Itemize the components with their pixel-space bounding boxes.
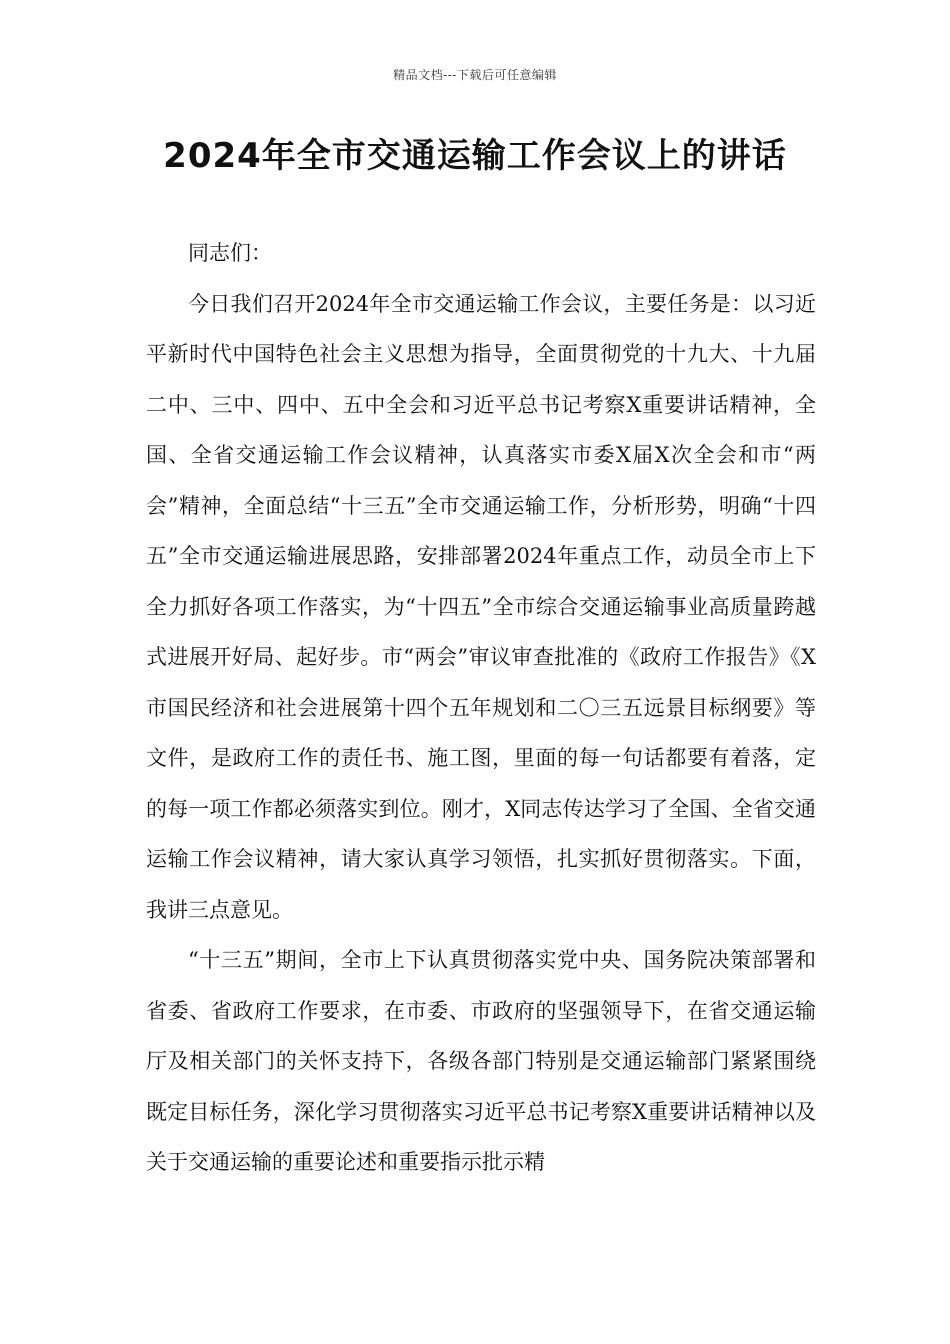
document-body: [146, 228, 816, 1188]
document-title: 2024年全市交通运输工作会议上的讲话: [163, 136, 787, 176]
paragraph-opening: 今日我们召开2024年全市交通运输工作会议，主要任务是：以习近平新时代中国特色社会主义思想为指导，全面贯彻党的十九大、十九届二中、三中、四中、五中全会和习近平总书记考察X重要讲话精神，全国、全省交通运输工作会议精神，认真落实市委X届X次全会和市“两会”精神，全面总结“十三五”全市交通运输工作，分析形势，明确“十四五”全市交通运输进展思路，安排部署2024年重点工作，动员全市上下全力抓好各项工作落实，为“十四五”全市综合交通运输事业高质量跨越式进展开好局、起好步。市“两会”审议审查批准的《政府工作报告》《X市国民经济和社会进展第十四个五年规划和二〇三五远景目标纲要》等文件，是政府工作的责任书、施工图，里面的每一句话都要有着落，定的每一项工作都必须落实到位。刚才，X同志传达学习了全国、全省交通运输工作会议精神，请大家认真学习领悟，扎实抓好贯彻落实。下面，我讲三点意见。: [146, 291, 816, 922]
paragraph-review: “十三五”期间，全市上下认真贯彻落实党中央、国务院决策部署和省委、省政府工作要求，在市委、市政府的坚强领导下，在省交通运输厅及相关部门的关怀支持下，各级各部门特别是交通运输部门紧紧围绕既定目标任务，深化学习贯彻落实习近平总书记考察X重要讲话精神以及关于交通运输的重要论述和重要指示批示精: [146, 948, 816, 1174]
salutation: 同志们：: [188, 241, 272, 265]
header-note: 精品文档---下载后可任意编辑: [393, 68, 557, 82]
